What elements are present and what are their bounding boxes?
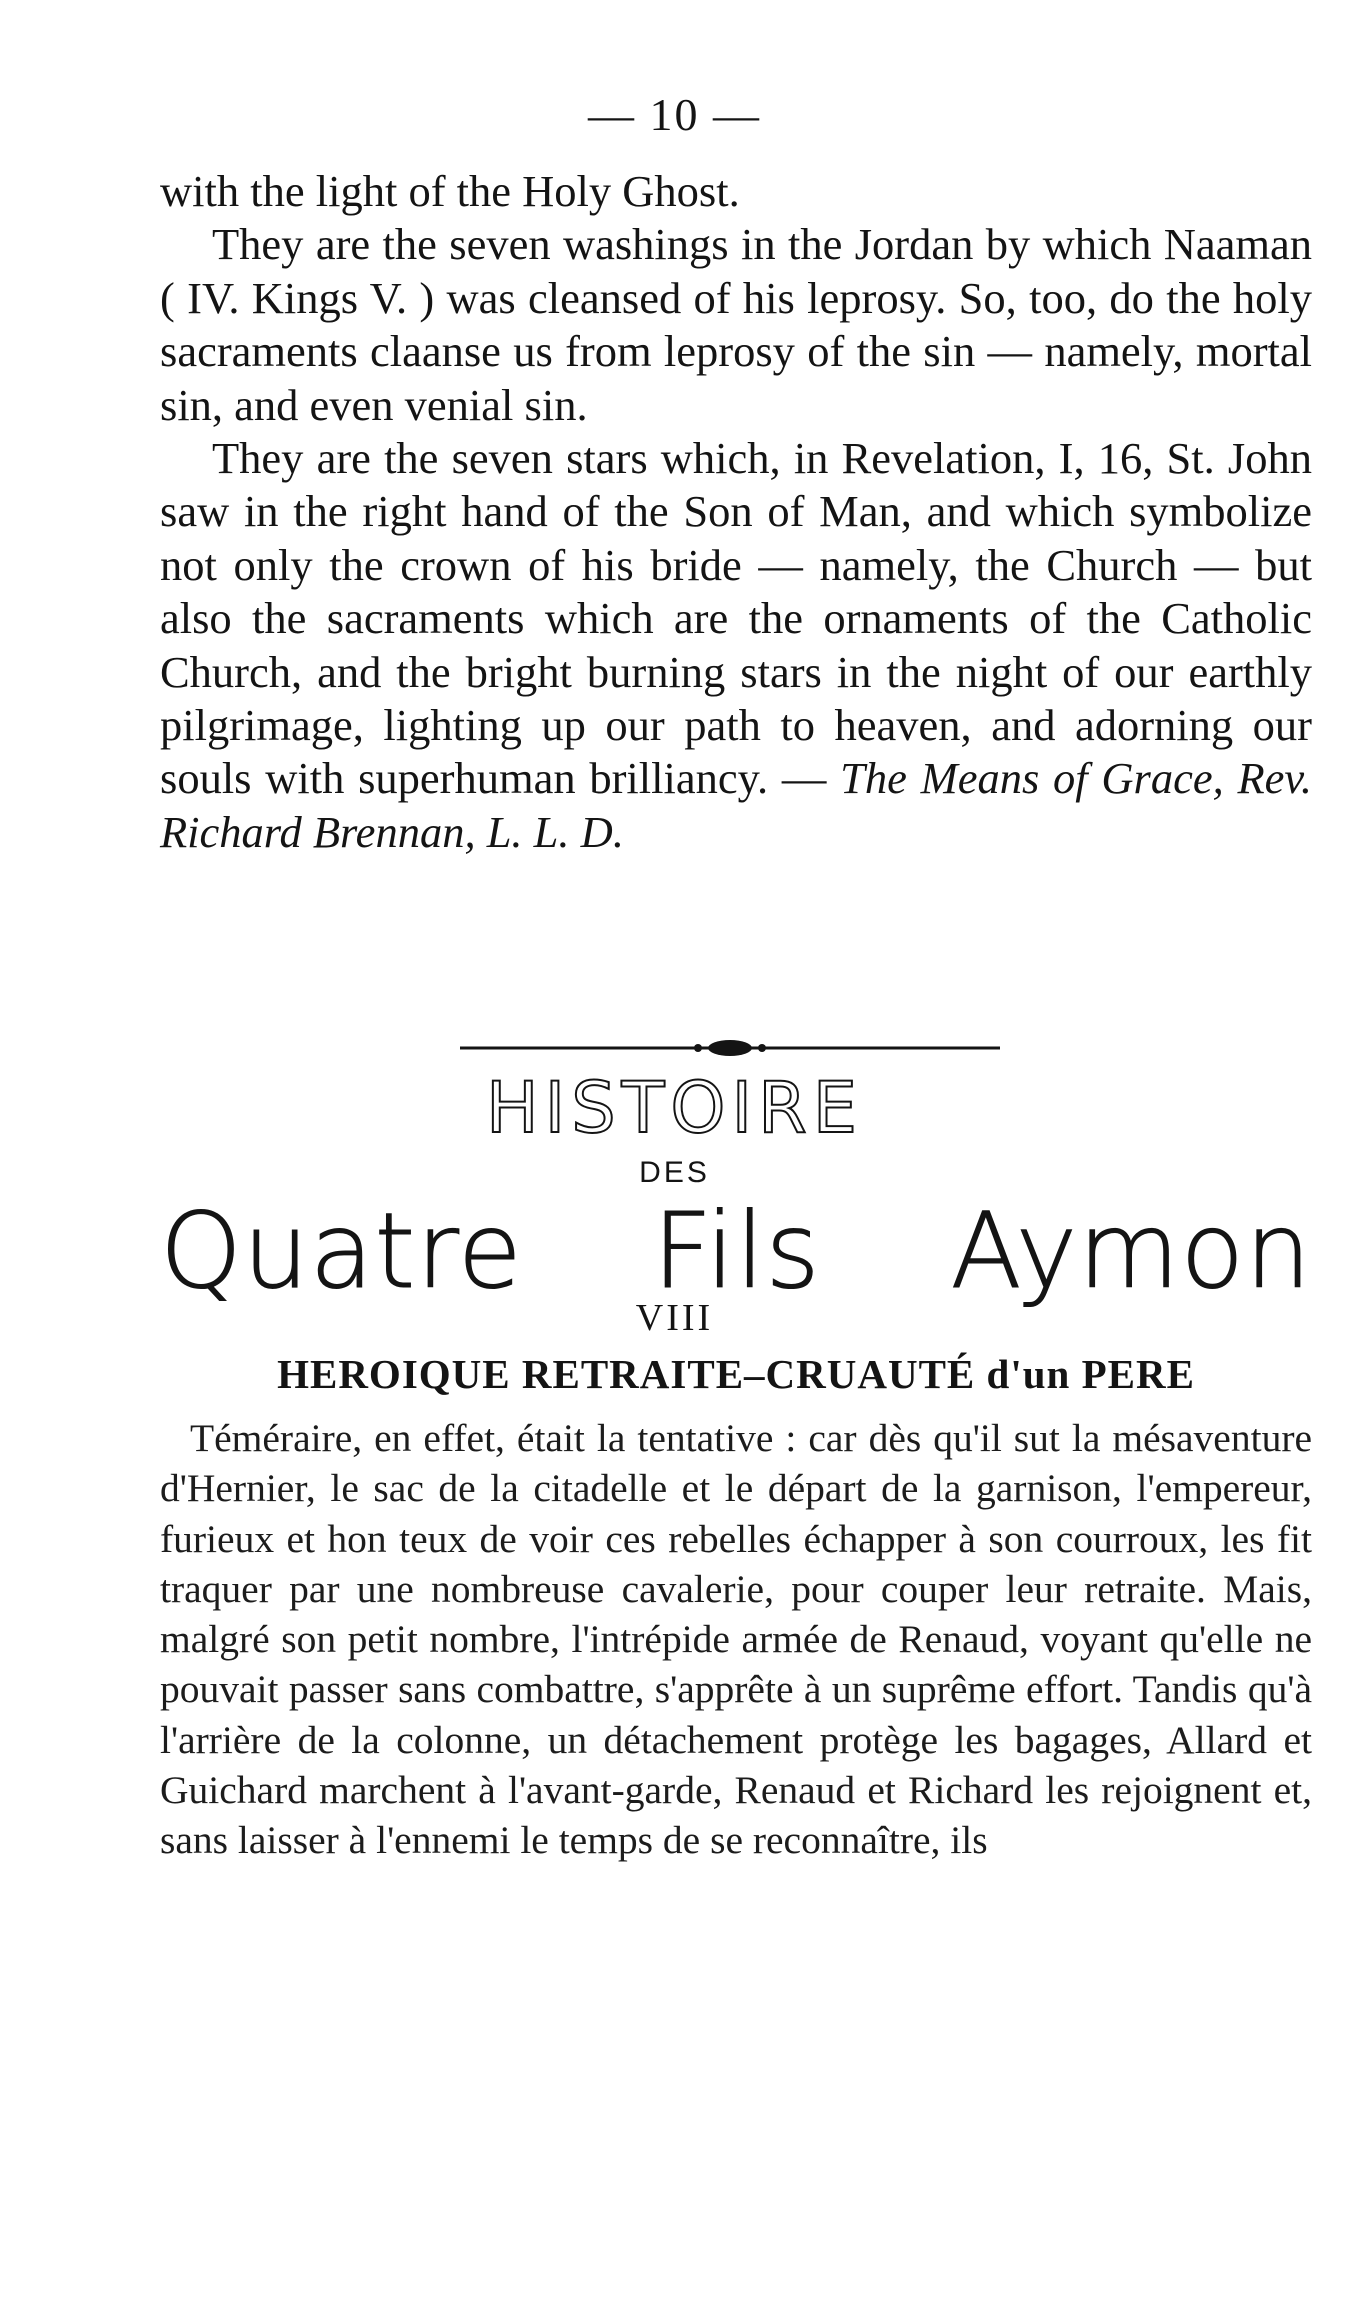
paragraph-seven-washings: They are the seven washings in the Jordan by which Naaman ( IV. Kings V. ) was cleansed of his leprosy. So, too, do the holy sacraments claanse us from leprosy of the sin — namely, mortal sin, and even venial sin. <box>160 219 1312 430</box>
french-text <box>160 1413 1312 1866</box>
paragraph-seven-stars <box>160 432 1312 859</box>
chapter-title: HEROIQUE RETRAITE–CRUAUTÉ d'un PERE <box>277 1351 1195 1397</box>
citation-author: Rev. Richard Brennan, L. L. D. <box>160 753 1312 857</box>
title-word-fils: Fils <box>652 1190 821 1312</box>
title-des: DES <box>639 1156 710 1189</box>
title-histoire: HISTOIRE <box>485 1067 864 1149</box>
title-word-aymon: Aymon <box>950 1190 1312 1312</box>
english-text <box>160 165 1312 859</box>
chapter-number: VIII <box>635 1297 714 1339</box>
seven-stars-text: They are the seven stars which, in Revelation, I, 16, St. John saw in the right hand of the Son of Man, and which symbolize not only the crown of his bride — namely, the Church — but also the sacraments which are the ornaments of the Catholic Church, and the bright burning stars in the night of our earthly pilgrimage, lighting up our path to heaven, and adorning our souls with superhuman brilliancy. — <box>160 433 1312 804</box>
page-number: — 10 — <box>588 89 761 140</box>
paragraph-temeraire: Téméraire, en effet, était la tentative : car dès qu'il sut la mésaventure d'Hernier, le sac de la citadelle et le départ de la garnison, l'empereur, furieux et hon teux de voir ces rebelles échapper à son courroux, les fit traquer par une nombreuse cavalerie, pour couper leur retraite. Mais, malgré son petit nombre, l'intrépide armée de Renaud, voyant qu'elle ne pouvait passer sans combattre, s'apprête à un suprême effort. Tandis qu'à l'arrière de la colonne, un détachement protège les bagages, Allard et Guichard marchent à l'avant-garde, Renaud et Richard les rejoignent et, sans laisser à l'ennemi le temps de se reconnaître, ils <box>160 1416 1312 1863</box>
citation-title: The Means of Grace, <box>840 753 1224 804</box>
ornamental-divider <box>460 1036 1000 1060</box>
paragraph-holy-ghost: with the light of the Holy Ghost. <box>160 166 740 216</box>
title-word-quatre: Quatre <box>160 1190 523 1312</box>
